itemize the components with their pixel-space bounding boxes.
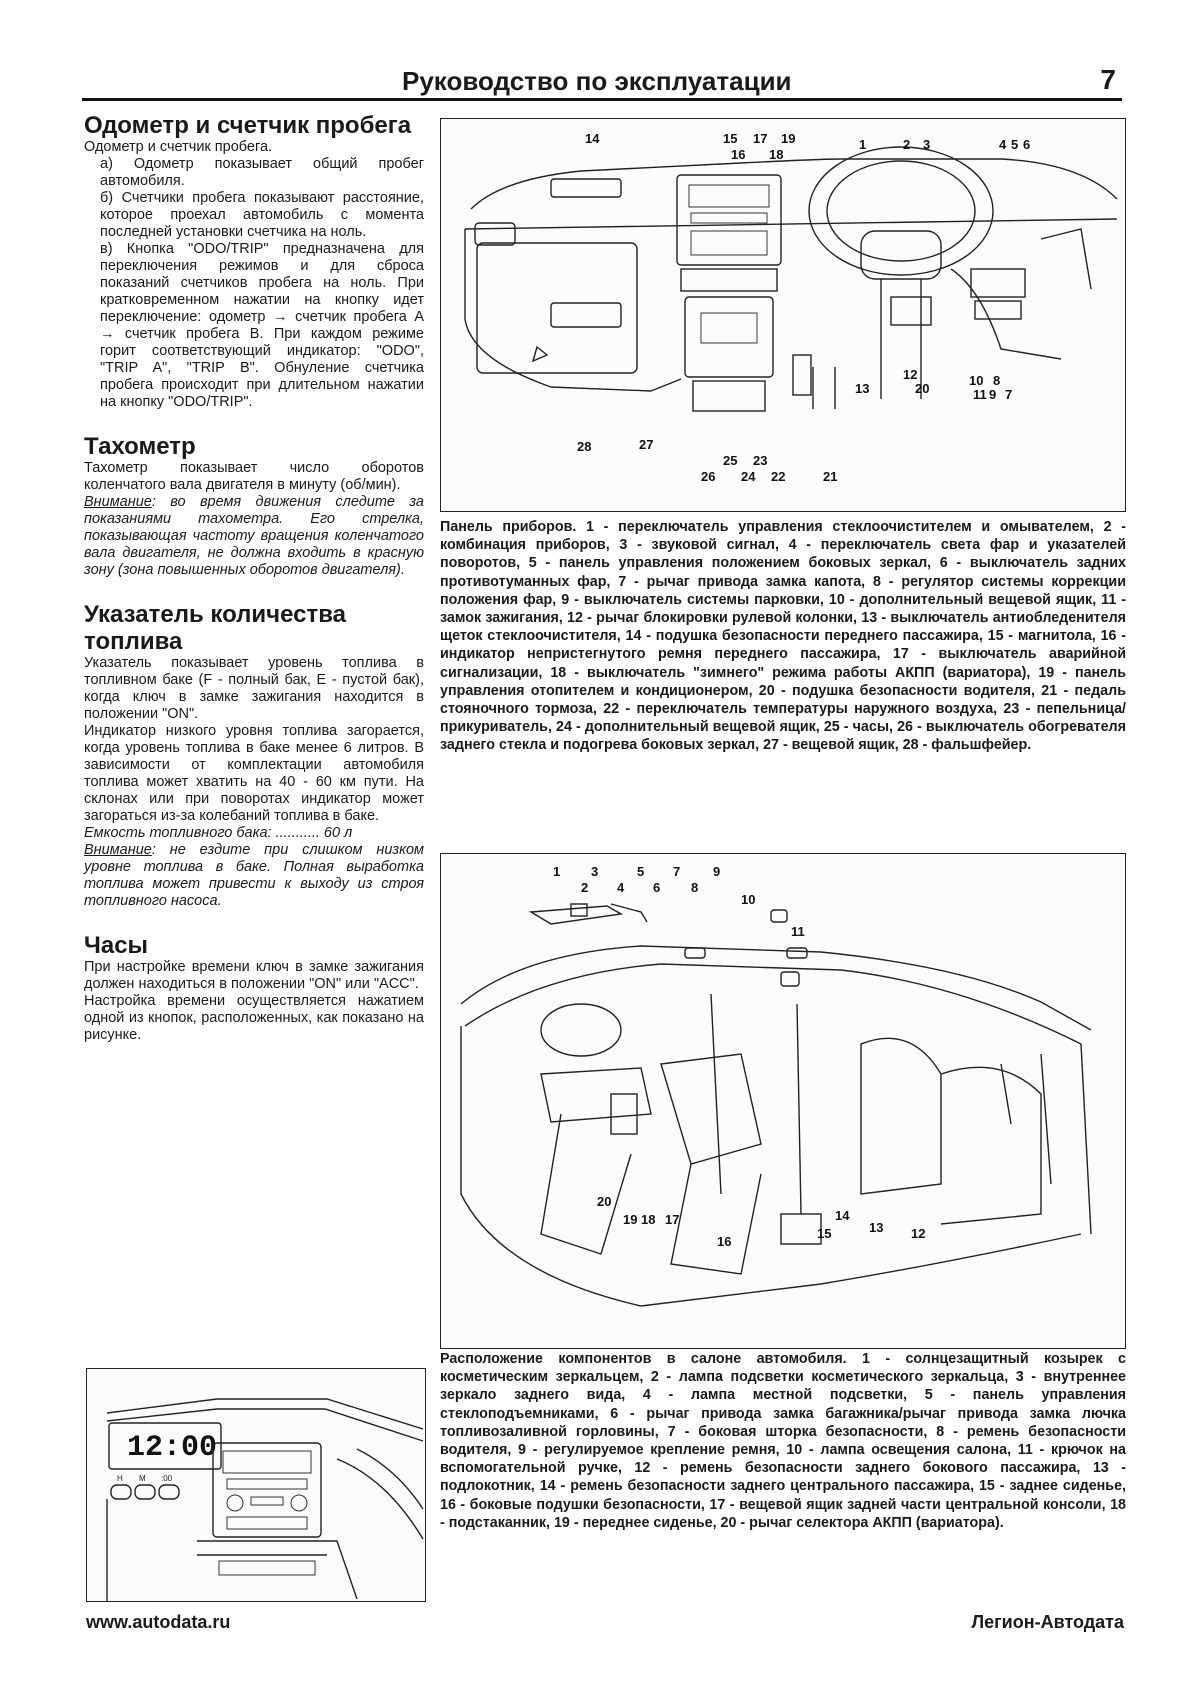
odometer-item-a: а) Одометр показывает общий пробег автомобиля. — [100, 156, 424, 189]
clock-drawing — [87, 1369, 425, 1601]
note-text: : не ездите при слишком низком уровне топлива в баке. Полная выработка топлива может привести к выходу из строя топливного насоса. — [84, 842, 424, 909]
callout-label: 26 — [701, 469, 716, 484]
callout-label: 10 — [969, 373, 984, 388]
figure1-caption: Панель приборов. 1 - переключатель управления стеклоочистителем и омывателем, 2 - комбинация приборов, 3 - звуковой сигнал, 4 - переключатель света фар и указателей поворотов, 5 - панель управления положением боковых зеркал, 6 - выключатель задних противотуманных фар, 7 - рычаг привода замка капота, 8 - регулятор системы коррекции положения фар, 9 - выключатель системы парковки, 10 - дополнительный вещевой ящик, 11 - замок зажигания, 12 - рычаг блокировки рулевой колонки, 13 - выключатель антиобледенителя щеток стеклоочистителя, 14 - подушка безопасности переднего пассажира, 15 - магнитола, 16 - индикатор непристегнутого ремня переднего пассажира, 17 - выключатель аварийной сигнализации, 18 - выключатель "зимнего" режима работы АКПП (вариатора), 19 - панель управления отопителем и кондиционером, 20 - подушка безопасности водителя, 21 - педаль стояночного тормоза, 22 - переключатель температуры наружного воздуха, 23 - пепельница/прикуриватель, 24 - дополнительный вещевой ящик, 25 - часы, 26 - выключатель обогревателя заднего стекла и подогрева боковых зеркал, 27 - вещевой ящик, 28 - фальшфейер. — [440, 519, 1126, 754]
odometer-item-b: б) Счетчики пробега показывают расстояние, которое проехал автомобиль с момента последней установки счетчика на ноль. — [100, 190, 424, 240]
figure2-caption: Расположение компонентов в салоне автомобиля. 1 - солнцезащитный козырек с косметическим зеркальцем, 2 - лампа подсветки косметического зеркальца, 3 - внутреннее зеркало заднего вида, 4 - лампа местной подсветки, 5 - панель управления стеклоподъемниками, 6 - рычаг привода замка багажника/рычаг привода замка лючка топливозаливной горловины, 7 - боковая шторка безопасности, 8 - ремень безопасности водителя, 9 - регулируемое крепление ремня, 10 - лампа освещения салона, 11 - крючок на вспомогательной ручке, 12 - ремень безопасности заднего бокового пассажира, 13 - подлокотник, 14 - ремень безопасности заднего центрального пассажира, 15 - заднее сиденье, 16 - боковые подушки безопасности, 17 - вещевой ящик задней части центральной консоли, 18 - подстаканник, 19 - переднее сиденье, 20 - рычаг селектора АКПП (вариатора). — [440, 1351, 1126, 1531]
callout-label: 18 — [641, 1212, 656, 1227]
page-title: Руководство по эксплуатации — [402, 66, 792, 96]
interior-figure — [440, 853, 1126, 1349]
interior-drawing — [441, 854, 1125, 1348]
callout-label: 12 — [911, 1226, 926, 1241]
callout-label: 14 — [585, 131, 600, 146]
callout-label: 18 — [769, 147, 784, 162]
callout-label: 13 — [869, 1220, 884, 1235]
callout-label: 10 — [741, 892, 756, 907]
callout-label: 9 — [989, 387, 997, 402]
tachometer-text: Тахометр показывает число оборотов коленчатого вала двигателя в минуту (об/мин). — [84, 460, 424, 493]
note-label: Внимание — [84, 842, 152, 858]
tachometer-title: Тахометр — [84, 433, 196, 460]
callout-label: 15 — [817, 1226, 832, 1241]
callout-label: 28 — [577, 439, 592, 454]
callout-label: 12 — [903, 367, 918, 382]
callout-label: 4 — [617, 880, 625, 895]
callout-label: 6 — [1023, 137, 1031, 152]
clock-illustration — [86, 1368, 426, 1602]
callout-label: 19 — [623, 1212, 638, 1227]
callout-label: 17 — [753, 131, 768, 146]
footer-publisher: Легион-Автодата — [971, 1612, 1124, 1632]
callout-label: 3 — [591, 864, 599, 879]
callout-label: 5 — [637, 864, 645, 879]
clock-button-00-label: :00 — [161, 1474, 173, 1483]
page-number: 7 — [1100, 64, 1116, 95]
callout-label: 2 — [581, 880, 589, 895]
clock-display: 12:00 — [127, 1431, 218, 1465]
callout-label: 16 — [717, 1234, 732, 1249]
left-column — [84, 112, 424, 1044]
instrument-panel-drawing — [441, 119, 1125, 511]
note-text: : во время движения следите за показаниями тахометра. Его стрелка, показывающая частоту вращения коленчатого вала двигателя, не должна входить в красную зону (зона повышенных оборотов двигателя). — [84, 494, 424, 578]
callout-label: 20 — [597, 1194, 612, 1209]
callout-label: 5 — [1011, 137, 1019, 152]
fuel-text-1: Указатель показывает уровень топлива в топливном баке (F - полный бак, E - пустой бак), когда ключ в замке зажигания находится в положении "ON". — [84, 655, 424, 722]
odometer-item-c: в) Кнопка "ODO/TRIP" предназначена для переключения режимов и для сброса показаний счетчиков пробега на ноль. При кратковременном нажатии на кнопку идет переключение: одометр → счетчик пробега А → счетчик пробега В. При каждом режиме горит соответствующий индикатор: "ODO", "TRIP A", "TRIP B". Обнуление счетчика пробега происходит при длительном нажатии на кнопку "ODO/TRIP". — [100, 241, 424, 410]
callout-label: 20 — [915, 381, 930, 396]
callout-label: 15 — [723, 131, 738, 146]
fuel-title: Указатель количества топлива — [84, 601, 347, 655]
callout-label: 25 — [723, 453, 738, 468]
callout-label: 14 — [835, 1208, 850, 1223]
callout-label: 8 — [691, 880, 699, 895]
odometer-title: Одометр и счетчик пробега — [84, 112, 412, 139]
footer-website: www.autodata.ru — [86, 1612, 231, 1632]
clock-text-1: При настройке времени ключ в замке зажигания должен находиться в положении "ON" или "ACC". — [84, 959, 424, 992]
callout-label: 23 — [753, 453, 768, 468]
callout-label: 3 — [923, 137, 931, 152]
callout-label: 17 — [665, 1212, 680, 1227]
callout-label: 19 — [781, 131, 796, 146]
clock-button-m[interactable] — [135, 1485, 155, 1499]
clock-title: Часы — [84, 932, 149, 959]
callout-label: 8 — [993, 373, 1001, 388]
callout-label: 2 — [903, 137, 911, 152]
callout-label: 22 — [771, 469, 786, 484]
callout-label: 6 — [653, 880, 661, 895]
callout-label: 9 — [713, 864, 721, 879]
clock-text-2: Настройка времени осуществляется нажатием одной из кнопок, расположенных, как показано на рисунке. — [84, 993, 424, 1043]
callout-label: 1 — [553, 864, 561, 879]
clock-button-m-label: M — [139, 1474, 146, 1483]
clock-button-h[interactable] — [111, 1485, 131, 1499]
callout-label: 13 — [855, 381, 870, 396]
fuel-capacity: Емкость топливного бака: ........... 60 л — [84, 825, 353, 841]
callout-label: 24 — [741, 469, 756, 484]
callout-label: 1 — [859, 137, 867, 152]
callout-label: 11 — [791, 924, 805, 939]
callout-label: 27 — [639, 437, 654, 452]
callout-label: 21 — [823, 469, 838, 484]
fuel-text-2: Индикатор низкого уровня топлива загорается, когда уровень топлива в баке менее 6 литров. В зависимости от комплектации автомобиля топлива может хватить на 40 - 60 км пути. На склонах или при поворотах индикатор может загораться из-за колебаний топлива в баке. — [84, 723, 424, 824]
instrument-panel-figure — [440, 118, 1126, 512]
note-label: Внимание — [84, 494, 152, 510]
odometer-intro: Одометр и счетчик пробега. — [84, 139, 273, 155]
callout-label: 11 — [973, 387, 987, 402]
clock-button-00[interactable] — [159, 1485, 179, 1499]
tachometer-note — [84, 494, 424, 579]
callout-label: 7 — [673, 864, 681, 879]
clock-button-h-label: H — [117, 1474, 123, 1483]
page-header — [82, 62, 1122, 101]
fuel-note — [84, 842, 424, 910]
callout-label: 7 — [1005, 387, 1013, 402]
callout-label: 16 — [731, 147, 746, 162]
callout-label: 4 — [999, 137, 1007, 152]
